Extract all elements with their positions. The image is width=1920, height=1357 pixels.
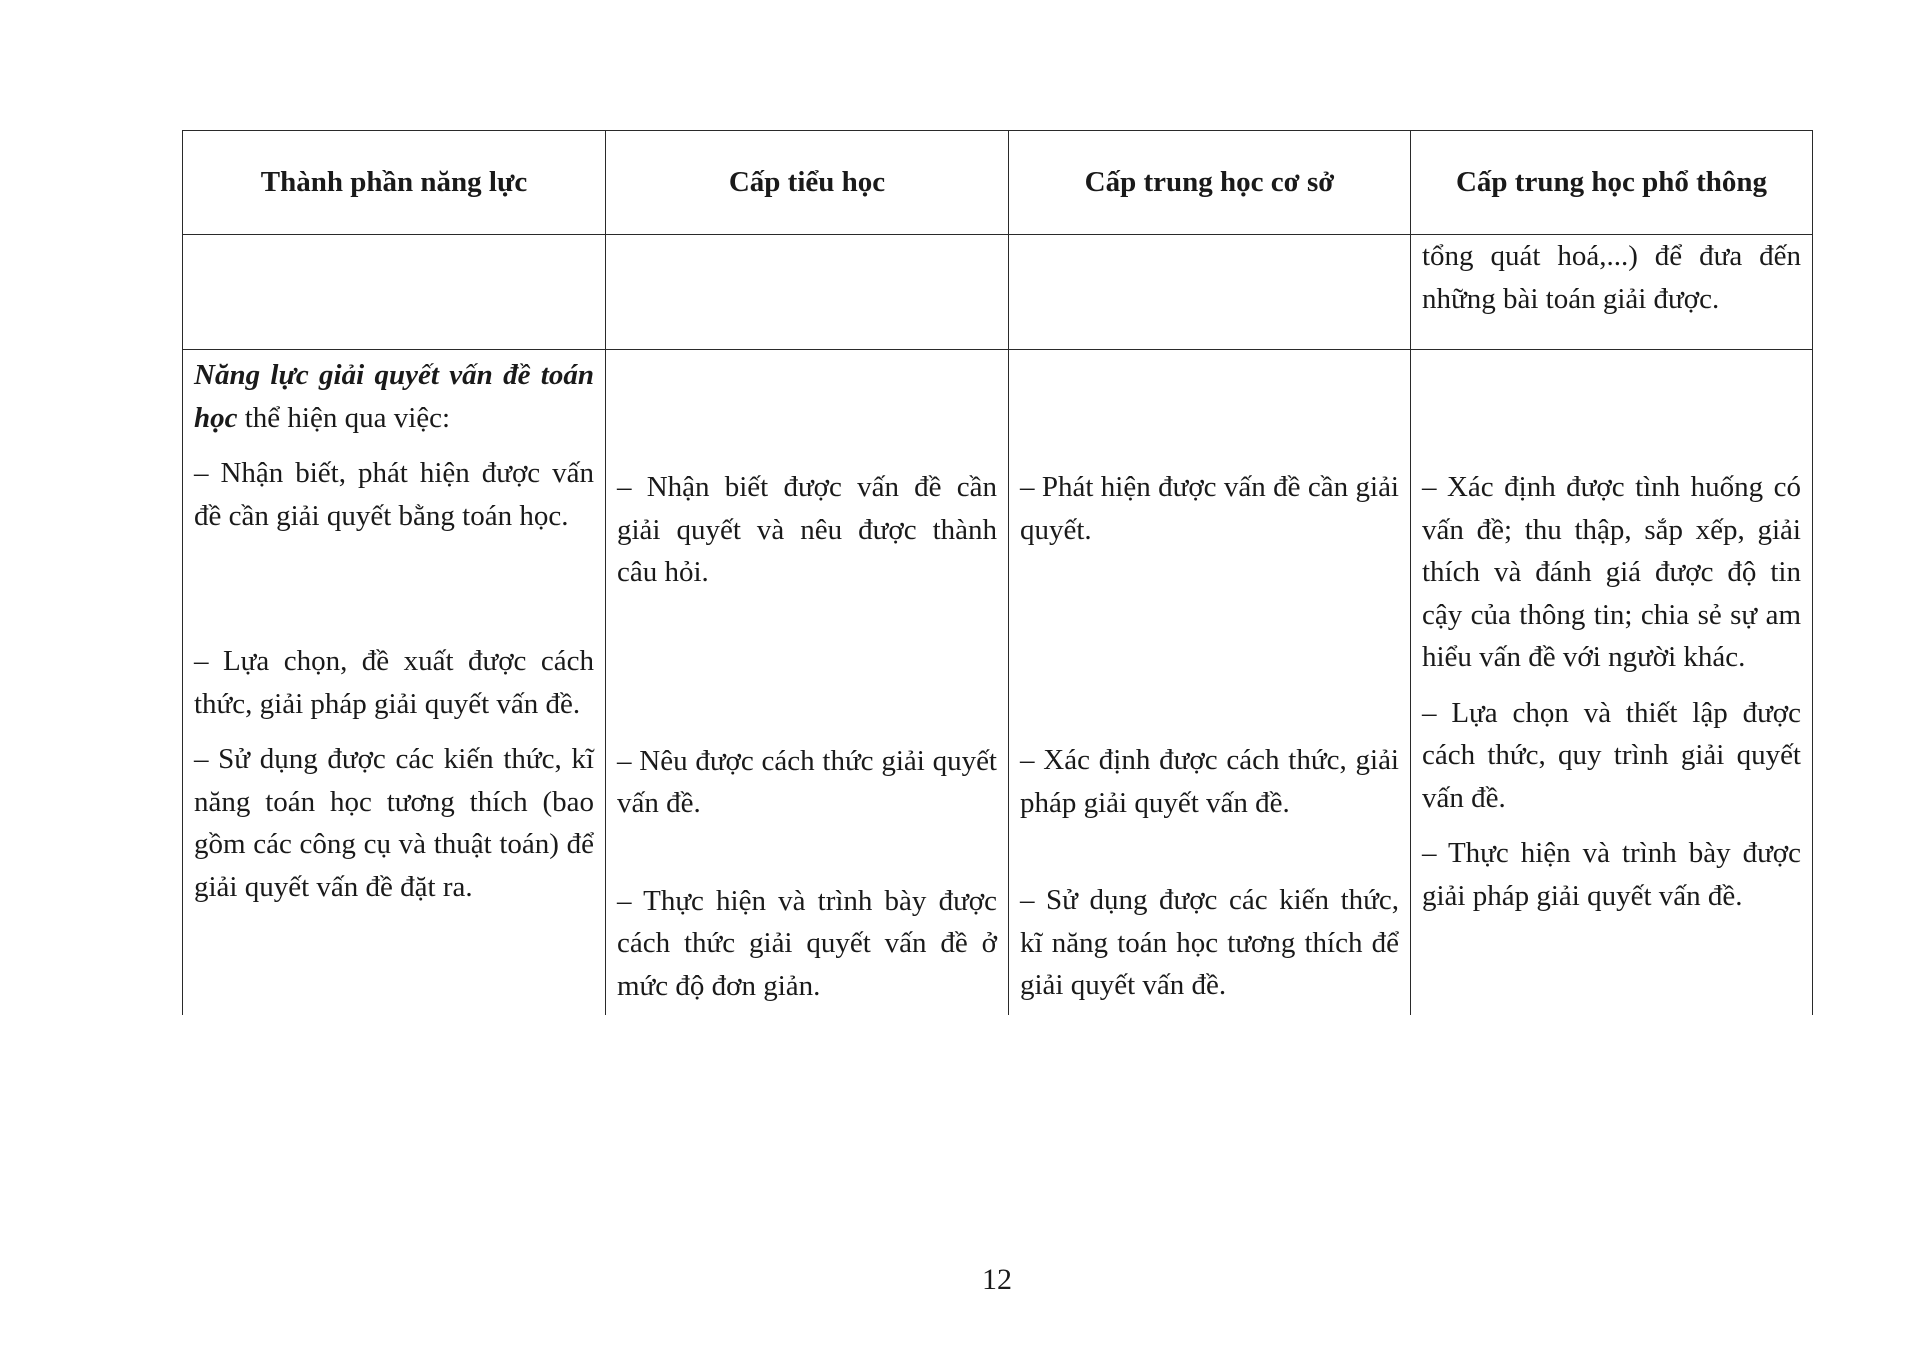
spacer [617,354,997,453]
header-upper-secondary-level: Cấp trung học phổ thông [1411,131,1813,235]
table-row [183,350,1813,1016]
upper-secondary-item: – Thực hiện và trình bày được giải pháp giải quyết vấn đề. [1422,837,1801,912]
spacer [1422,354,1801,453]
empty-cell [606,235,1009,350]
header-lower-secondary-level: Cấp trung học cơ sở [1009,131,1411,235]
primary-item: – Thực hiện và trình bày được cách thức giải quyết vấn đề ở mức độ đơn giản. [617,884,997,1002]
lower-secondary-item: – Sử dụng được các kiến thức, kĩ năng toán học tương thích để giải quyết vấn đề. [1020,884,1399,1001]
upper-secondary-item: – Xác định được tình huống có vấn đề; thu thập, sắp xếp, giải thích và đánh giá được độ tin cậy của thông tin; chia sẻ sự am hiểu vấn đề với người khác. [1422,471,1801,673]
upper-secondary-item: – Lựa chọn và thiết lập được cách thức, quy trình giải quyết vấn đề. [1422,696,1801,814]
continuation-cell [1411,235,1813,350]
primary-item: – Nêu được cách thức giải quyết vấn đề. [617,744,997,819]
primary-cell [606,350,1009,1016]
component-item: – Lựa chọn, đề xuất được cách thức, giải pháp giải quyết vấn đề. [194,645,594,720]
competency-title [194,354,594,439]
header-primary-level: Cấp tiểu học [606,131,1009,235]
component-cell [183,350,606,1016]
page-number: 12 [982,1263,1012,1296]
empty-cell [1009,235,1411,350]
table-header-row [183,131,1813,235]
header-competency-component: Thành phần năng lực [183,131,606,235]
empty-cell [183,235,606,350]
upper-secondary-cell [1411,350,1813,1016]
table-row [183,235,1813,350]
lower-secondary-item: – Xác định được cách thức, giải pháp giải quyết vấn đề. [1020,744,1399,819]
competency-title-emphasis: Năng lực giải quyết vấn đề toán học [194,359,594,434]
lower-secondary-cell [1009,350,1411,1016]
continuation-text: tổng quát hoá,...) để đưa đến những bài toán giải được. [1422,240,1801,315]
competency-title-rest: thể hiện qua việc: [237,401,451,434]
primary-item: – Nhận biết được vấn đề cần giải quyết và nêu được thành câu hỏi. [617,471,997,588]
component-item: – Sử dụng được các kiến thức, kĩ năng toán học tương thích (bao gồm các công cụ và thuật toán) để giải quyết vấn đề đặt ra. [194,743,594,903]
lower-secondary-item: – Phát hiện được vấn đề cần giải quyết. [1020,471,1399,546]
spacer [1020,354,1399,453]
competency-table [182,130,1813,1015]
component-item: – Nhận biết, phát hiện được vấn đề cần giải quyết bằng toán học. [194,457,594,532]
